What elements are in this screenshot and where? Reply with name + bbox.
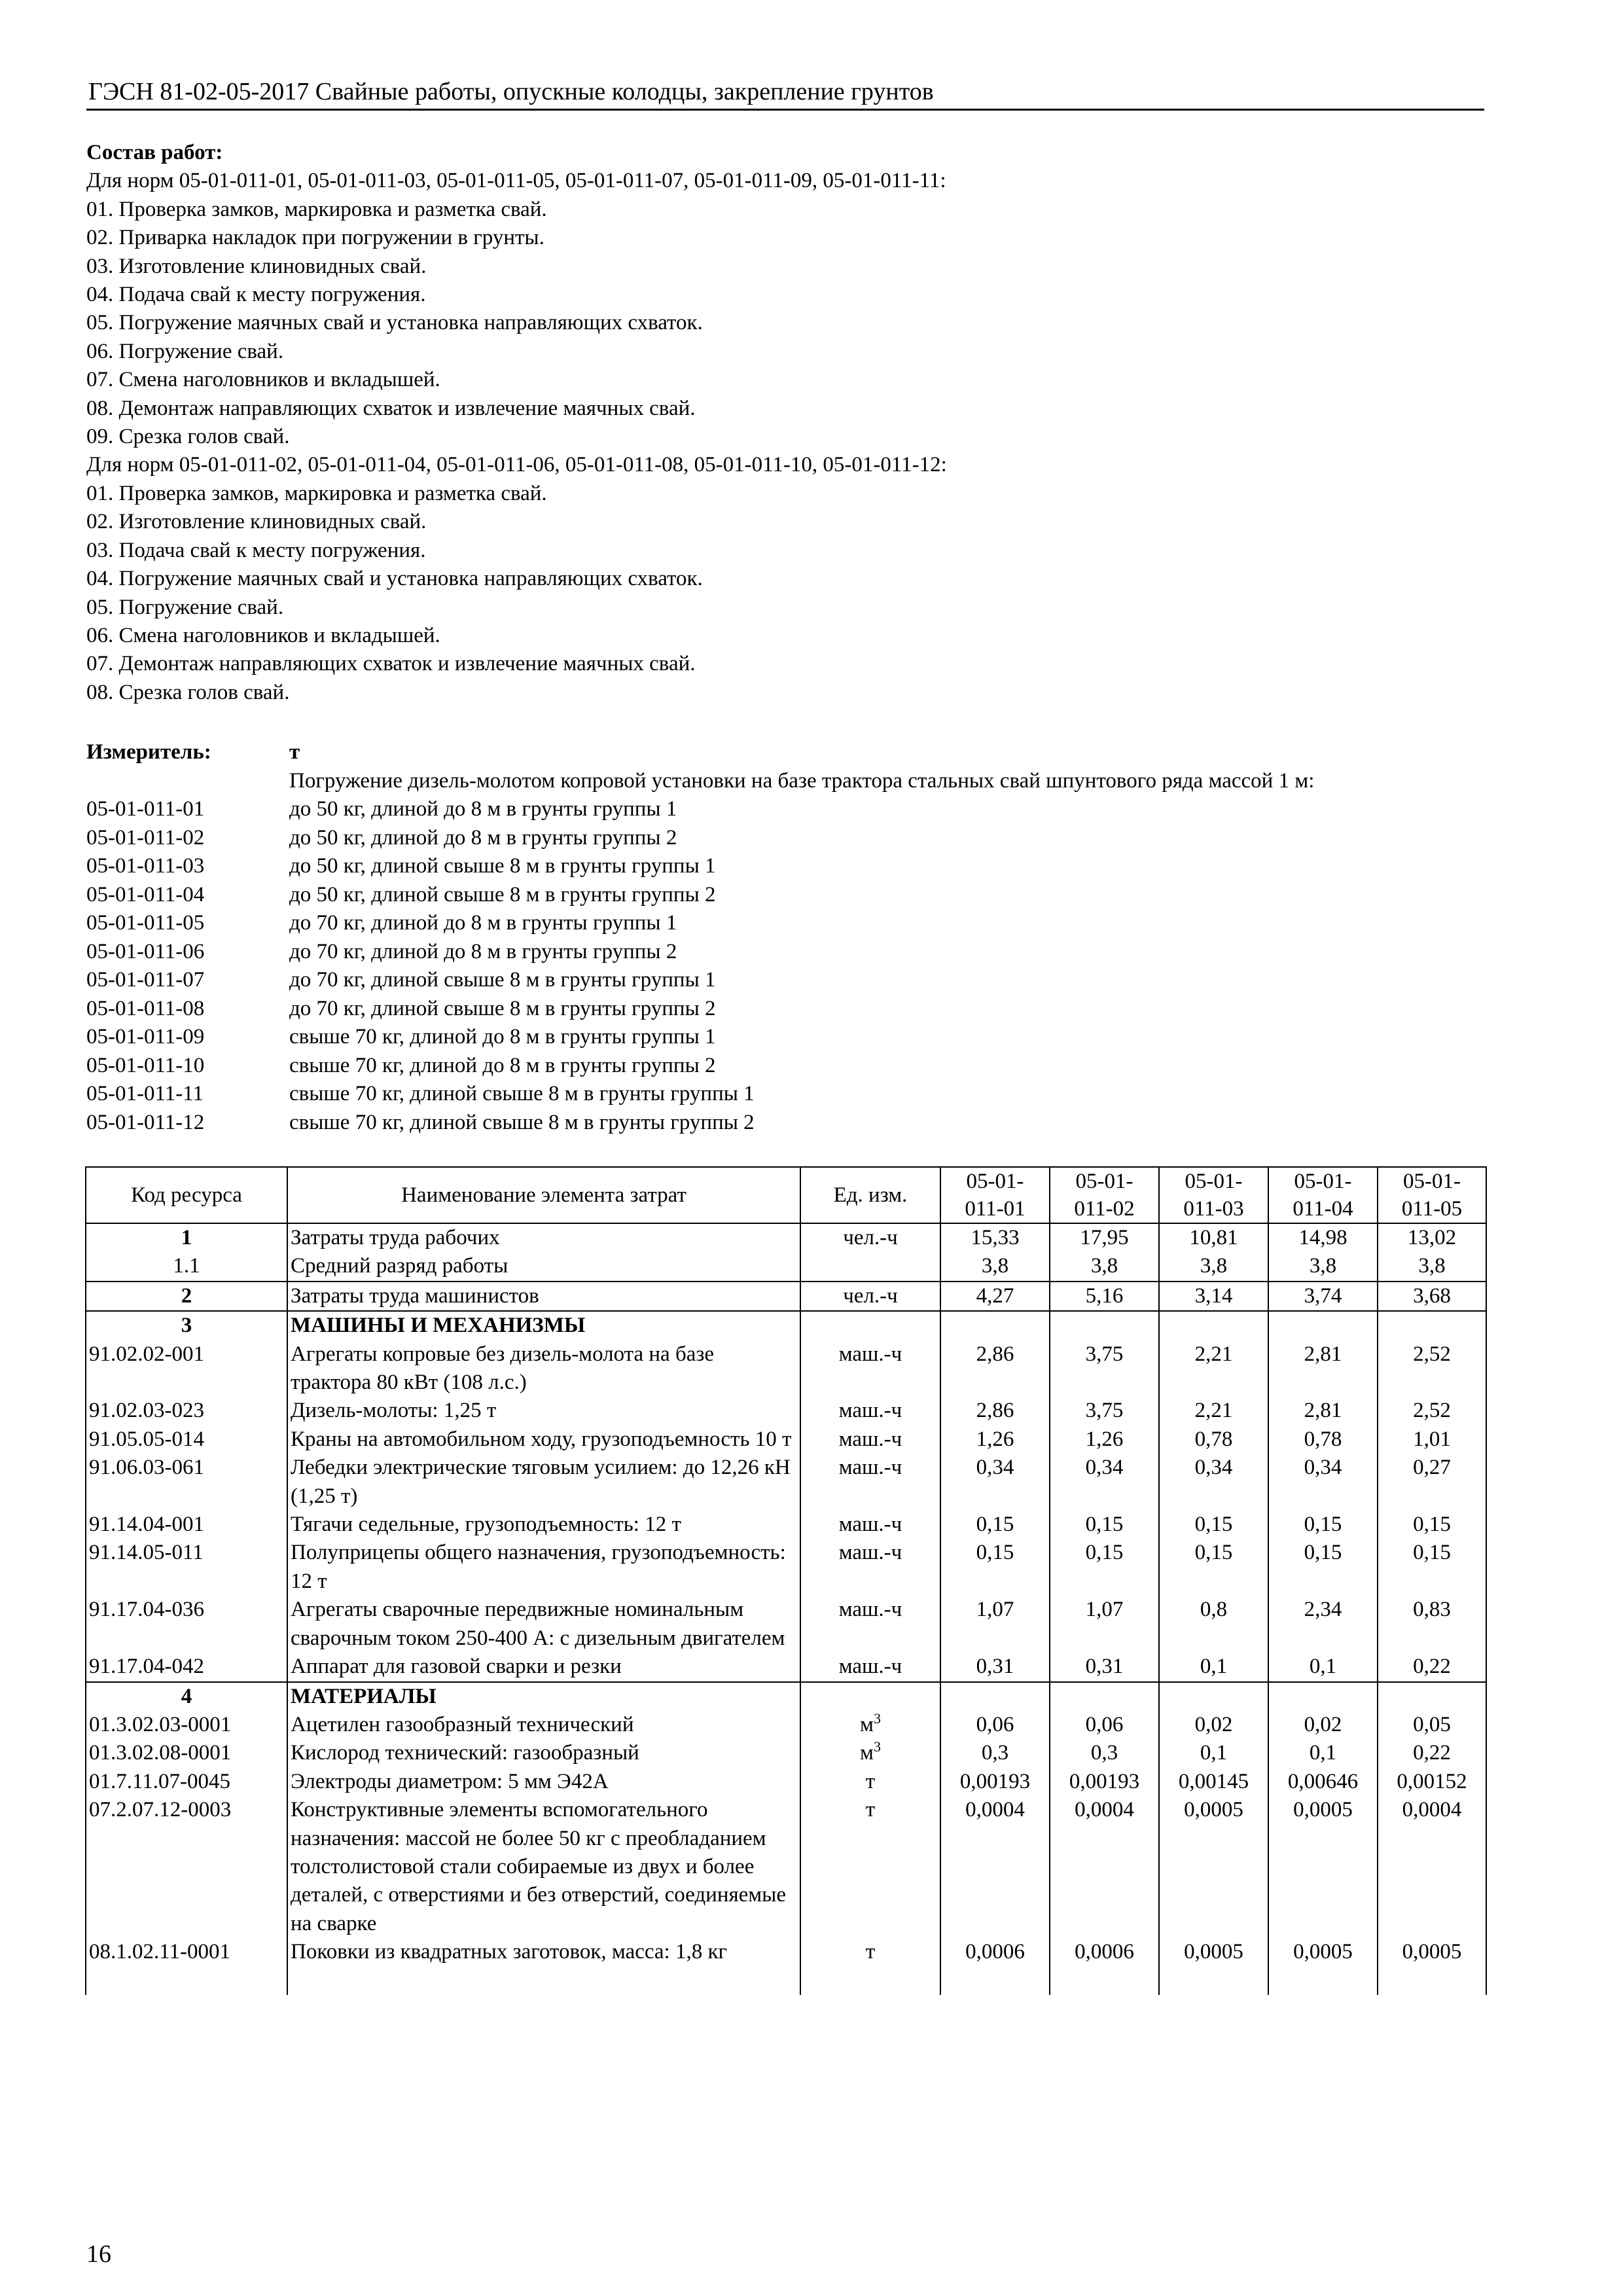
cell-value: 1,01 <box>1378 1426 1486 1454</box>
table-row <box>86 1768 1486 1796</box>
measure-header-row <box>86 738 1493 767</box>
cell-value: 2,81 <box>1268 1397 1378 1425</box>
cell-value: 0,0006 <box>1050 1938 1159 1995</box>
measure-item-code: 05-01-011-03 <box>86 854 205 878</box>
cell-unit: чел.-ч <box>800 1223 940 1252</box>
cell-value: 0,15 <box>1268 1539 1378 1596</box>
cell-value: 0,1 <box>1159 1653 1268 1681</box>
cell-value: 3,8 <box>1050 1252 1159 1281</box>
cell-value: 1,26 <box>940 1426 1050 1454</box>
cell-name: Конструктивные элементы вспомогательного назначения: массой не более 50 кг с преобладанием толстолистовой стали собираемые из двух и более деталей, с отверстиями и без отверстий, соединяемые на сварке <box>287 1796 800 1938</box>
cell-value: 0,8 <box>1159 1596 1268 1653</box>
table-row <box>86 1711 1486 1739</box>
composition-line: Для норм 05-01-011-01, 05-01-011-03, 05-01-011-05, 05-01-011-07, 05-01-011-09, 05-01-011-11: <box>86 169 946 193</box>
header-col-4: 05-01- 011-04 <box>1268 1167 1378 1223</box>
cell-value: 0,0004 <box>1050 1796 1159 1938</box>
cell-name: МАШИНЫ И МЕХАНИЗМЫ <box>287 1311 800 1340</box>
measure-item <box>86 995 1493 1024</box>
cell-value: 0,02 <box>1268 1711 1378 1739</box>
cell-value: 0,02 <box>1159 1711 1268 1739</box>
cell-value: 1,07 <box>940 1596 1050 1653</box>
cell-name: Тягачи седельные, грузоподъемность: 12 т <box>287 1511 800 1539</box>
cell-code: 91.05.05-014 <box>86 1426 287 1454</box>
measure-item <box>86 1023 1493 1052</box>
header-rule <box>86 109 1484 111</box>
cell-name: Поковки из квадратных заготовок, масса: 1,8 кг <box>287 1938 800 1995</box>
cell-value: 0,83 <box>1378 1596 1486 1653</box>
cell-value: 3,8 <box>1159 1252 1268 1281</box>
cell-value <box>1050 1311 1159 1340</box>
composition-line: Для норм 05-01-011-02, 05-01-011-04, 05-01-011-06, 05-01-011-08, 05-01-011-10, 05-01-011-12: <box>86 453 947 477</box>
cell-value: 0,15 <box>1050 1511 1159 1539</box>
cell-value: 3,68 <box>1378 1282 1486 1311</box>
cell-name: Кислород технический: газообразный <box>287 1739 800 1767</box>
measure-item-code: 05-01-011-12 <box>86 1110 205 1134</box>
measure-item-text: до 50 кг, длиной свыше 8 м в грунты группы 1 <box>289 854 716 878</box>
cell-value: 0,06 <box>940 1711 1050 1739</box>
composition-line: 01. Проверка замков, маркировка и разметка свай. <box>86 197 547 221</box>
cell-value <box>940 1311 1050 1340</box>
cell-value: 0,31 <box>1050 1653 1159 1681</box>
cell-value: 3,74 <box>1268 1282 1378 1311</box>
cell-code: 01.3.02.03-0001 <box>86 1711 287 1739</box>
cell-value: 0,15 <box>940 1539 1050 1596</box>
cell-value: 0,0004 <box>940 1796 1050 1938</box>
cell-value: 2,21 <box>1159 1397 1268 1425</box>
composition-line: 06. Смена наголовников и вкладышей. <box>86 623 440 647</box>
measure-item <box>86 1109 1493 1138</box>
cell-value: 0,15 <box>1378 1539 1486 1596</box>
table-row <box>86 1223 1486 1252</box>
cell-name: Дизель-молоты: 1,25 т <box>287 1397 800 1425</box>
composition-line: 02. Изготовление клиновидных свай. <box>86 510 427 534</box>
composition-line: 07. Демонтаж направляющих схваток и извлечение маячных свай. <box>86 652 696 676</box>
table-row <box>86 1539 1486 1596</box>
cell-code: 07.2.07.12-0003 <box>86 1796 287 1938</box>
cell-name: Полуприцепы общего назначения, грузоподъемность: 12 т <box>287 1539 800 1596</box>
cell-unit: т <box>800 1796 940 1938</box>
cell-unit: $м^3$ <box>800 1739 940 1767</box>
composition-line: 05. Погружение маячных свай и установка направляющих схваток. <box>86 311 703 335</box>
header-name: Наименование элемента затрат <box>287 1167 800 1223</box>
cell-value: 0,00193 <box>1050 1768 1159 1796</box>
measure-item <box>86 1052 1493 1081</box>
composition-line: 04. Подача свай к месту погружения. <box>86 283 426 307</box>
table-row <box>86 1311 1486 1340</box>
cell-unit: маш.-ч <box>800 1426 940 1454</box>
measure-item <box>86 852 1493 881</box>
cell-name: Средний разряд работы <box>287 1252 800 1281</box>
cell-code: 4 <box>86 1682 287 1711</box>
measure-item-code: 05-01-011-07 <box>86 968 205 992</box>
cell-code: 91.06.03-061 <box>86 1454 287 1511</box>
composition-line: 03. Подача свай к месту погружения. <box>86 538 426 562</box>
cell-value: 14,98 <box>1268 1223 1378 1252</box>
cell-code: 1.1 <box>86 1252 287 1281</box>
cell-value: 2,52 <box>1378 1397 1486 1425</box>
cell-value: 17,95 <box>1050 1223 1159 1252</box>
cell-value: 0,78 <box>1268 1426 1378 1454</box>
cell-value <box>1378 1682 1486 1711</box>
cell-value: 0,15 <box>1159 1539 1268 1596</box>
cell-value <box>1050 1682 1159 1711</box>
cell-unit: маш.-ч <box>800 1653 940 1681</box>
cell-name: Краны на автомобильном ходу, грузоподъемность 10 т <box>287 1426 800 1454</box>
cell-value: 1,26 <box>1050 1426 1159 1454</box>
cell-value: 2,21 <box>1159 1340 1268 1397</box>
cell-value: 0,31 <box>940 1653 1050 1681</box>
cell-unit <box>800 1311 940 1340</box>
cell-value: 0,1 <box>1159 1739 1268 1767</box>
measure-item-text: до 50 кг, длиной до 8 м в грунты группы 2 <box>289 825 677 850</box>
composition-line: 04. Погружение маячных свай и установка направляющих схваток. <box>86 567 703 591</box>
header-unit: Ед. изм. <box>800 1167 940 1223</box>
cell-value: 2,34 <box>1268 1596 1378 1653</box>
cell-value: 0,34 <box>940 1454 1050 1511</box>
measure-item-code: 05-01-011-01 <box>86 797 205 821</box>
measure-items <box>86 795 1493 1137</box>
cell-value: 0,0005 <box>1159 1938 1268 1995</box>
cell-value <box>940 1682 1050 1711</box>
table-row <box>86 1682 1486 1711</box>
cell-name: Ацетилен газообразный технический <box>287 1711 800 1739</box>
measure-block <box>86 738 1493 1137</box>
measure-item-text: до 70 кг, длиной свыше 8 м в грунты группы 1 <box>289 968 716 992</box>
cell-code: 91.02.03-023 <box>86 1397 287 1425</box>
table-row <box>86 1282 1486 1311</box>
table-row <box>86 1397 1486 1425</box>
cell-unit: чел.-ч <box>800 1282 940 1311</box>
header-col-1: 05-01- 011-01 <box>940 1167 1050 1223</box>
cell-value: 3,14 <box>1159 1282 1268 1311</box>
cell-value <box>1159 1682 1268 1711</box>
cell-value: 0,1 <box>1268 1653 1378 1681</box>
cell-value: 0,15 <box>1050 1539 1159 1596</box>
cell-name: Затраты труда рабочих <box>287 1223 800 1252</box>
table-row <box>86 1938 1486 1995</box>
running-header: ГЭСН 81-02-05-2017 Свайные работы, опускные колодцы, закрепление грунтов <box>88 78 934 105</box>
cell-value: 0,34 <box>1159 1454 1268 1511</box>
cell-value: 0,05 <box>1378 1711 1486 1739</box>
cell-value: 3,75 <box>1050 1397 1159 1425</box>
measure-item-text: свыше 70 кг, длиной свыше 8 м в грунты группы 2 <box>289 1110 755 1134</box>
cell-value: 0,15 <box>1378 1511 1486 1539</box>
table-row <box>86 1739 1486 1767</box>
measure-item <box>86 909 1493 938</box>
measure-unit: т <box>289 740 300 764</box>
cell-name: Лебедки электрические тяговым усилием: до 12,26 кН (1,25 т) <box>287 1454 800 1511</box>
cell-value: 0,34 <box>1268 1454 1378 1511</box>
cell-code: 3 <box>86 1311 287 1340</box>
table-row <box>86 1426 1486 1454</box>
cell-value: 0,0005 <box>1268 1938 1378 1995</box>
cell-value: 0,00152 <box>1378 1768 1486 1796</box>
cell-value: 0,3 <box>940 1739 1050 1767</box>
cell-value <box>1268 1682 1378 1711</box>
measure-item <box>86 938 1493 967</box>
cell-value: 3,75 <box>1050 1340 1159 1397</box>
cell-unit: маш.-ч <box>800 1596 940 1653</box>
table-body <box>86 1223 1486 1995</box>
cell-name: Затраты труда машинистов <box>287 1282 800 1311</box>
cell-value: 0,0005 <box>1378 1938 1486 1995</box>
cell-value: 3,8 <box>1268 1252 1378 1281</box>
resource-table <box>85 1166 1487 1995</box>
unit-superscript: 3 <box>873 1738 881 1755</box>
cell-code: 01.7.11.07-0045 <box>86 1768 287 1796</box>
measure-description: Погружение дизель-молотом копровой установки на базе трактора стальных свай шпунтового ряда массой 1 м: <box>289 768 1315 793</box>
cell-unit: т <box>800 1768 940 1796</box>
header-col-2: 05-01- 011-02 <box>1050 1167 1159 1223</box>
cell-value: 3,8 <box>940 1252 1050 1281</box>
header-code: Код ресурса <box>86 1167 287 1223</box>
measure-item <box>86 824 1493 853</box>
measure-item-code: 05-01-011-06 <box>86 939 205 963</box>
cell-value: 0,0004 <box>1378 1796 1486 1938</box>
measure-item-text: до 70 кг, длиной до 8 м в грунты группы 2 <box>289 939 677 963</box>
table-row <box>86 1653 1486 1681</box>
measure-item <box>86 1080 1493 1109</box>
cell-unit: маш.-ч <box>800 1397 940 1425</box>
measure-item-code: 05-01-011-11 <box>86 1082 204 1105</box>
measure-item <box>86 881 1493 910</box>
composition-line: 03. Изготовление клиновидных свай. <box>86 254 427 278</box>
cell-name: Агрегаты копровые без дизель-молота на базе трактора 80 кВт (108 л.с.) <box>287 1340 800 1397</box>
cell-value: 0,34 <box>1050 1454 1159 1511</box>
cell-name: МАТЕРИАЛЫ <box>287 1682 800 1711</box>
cell-value: 0,15 <box>1268 1511 1378 1539</box>
cell-value: 2,86 <box>940 1397 1050 1425</box>
cell-name: Электроды диаметром: 5 мм Э42А <box>287 1768 800 1796</box>
measure-item <box>86 966 1493 995</box>
table-row <box>86 1796 1486 1938</box>
measure-label: Измеритель: <box>86 740 211 764</box>
cell-unit: маш.-ч <box>800 1511 940 1539</box>
cell-code: 1 <box>86 1223 287 1252</box>
cell-value: 0,78 <box>1159 1426 1268 1454</box>
cell-value: 10,81 <box>1159 1223 1268 1252</box>
measure-item <box>86 795 1493 824</box>
cell-value: 0,1 <box>1268 1739 1378 1767</box>
table-header-row <box>86 1167 1486 1223</box>
measure-item-code: 05-01-011-02 <box>86 825 205 850</box>
table-row <box>86 1454 1486 1511</box>
composition-line: 06. Погружение свай. <box>86 339 284 363</box>
cell-value: 0,00145 <box>1159 1768 1268 1796</box>
cell-value: 1,07 <box>1050 1596 1159 1653</box>
cell-value: 0,15 <box>940 1511 1050 1539</box>
table-row <box>86 1252 1486 1281</box>
cell-unit: маш.-ч <box>800 1454 940 1511</box>
cell-unit: маш.-ч <box>800 1539 940 1596</box>
cell-unit: маш.-ч <box>800 1340 940 1397</box>
measure-item-code: 05-01-011-10 <box>86 1053 205 1077</box>
measure-item-text: свыше 70 кг, длиной свыше 8 м в грунты группы 1 <box>289 1082 755 1105</box>
cell-value: 2,86 <box>940 1340 1050 1397</box>
measure-item-code: 05-01-011-08 <box>86 996 205 1020</box>
measure-item-text: до 50 кг, длиной до 8 м в грунты группы 1 <box>289 797 677 821</box>
measure-item-text: свыше 70 кг, длиной до 8 м в грунты группы 1 <box>289 1025 716 1049</box>
unit-superscript: 3 <box>873 1710 881 1727</box>
cell-unit: $м^3$ <box>800 1711 940 1739</box>
cell-value: 0,0005 <box>1159 1796 1268 1938</box>
composition-line: 02. Приварка накладок при погружении в грунты. <box>86 226 544 250</box>
cell-value: 4,27 <box>940 1282 1050 1311</box>
measure-item-text: до 70 кг, длиной свыше 8 м в грунты группы 2 <box>289 996 716 1020</box>
table-row <box>86 1596 1486 1653</box>
measure-item-code: 05-01-011-05 <box>86 911 205 935</box>
measure-description-row <box>86 767 1493 796</box>
header-col-5: 05-01- 011-05 <box>1378 1167 1486 1223</box>
cell-code: 91.17.04-036 <box>86 1596 287 1653</box>
cell-value: 13,02 <box>1378 1223 1486 1252</box>
cell-unit <box>800 1682 940 1711</box>
header-col-3: 05-01- 011-03 <box>1159 1167 1268 1223</box>
measure-item-text: свыше 70 кг, длиной до 8 м в грунты группы 2 <box>289 1053 716 1077</box>
measure-item-text: до 50 кг, длиной свыше 8 м в грунты группы 2 <box>289 882 716 906</box>
table-row <box>86 1511 1486 1539</box>
cell-name: Агрегаты сварочные передвижные номинальным сварочным током 250-400 А: с дизельным двигателем <box>287 1596 800 1653</box>
cell-value: 0,22 <box>1378 1653 1486 1681</box>
composition-label: Состав работ: <box>86 141 223 164</box>
cell-name: Аппарат для газовой сварки и резки <box>287 1653 800 1681</box>
cell-value: 0,0005 <box>1268 1796 1378 1938</box>
cell-value: 0,0006 <box>940 1938 1050 1995</box>
composition-line: 09. Срезка голов свай. <box>86 425 290 449</box>
cell-unit <box>800 1252 940 1281</box>
page-number: 16 <box>86 2240 111 2268</box>
composition-line: 07. Смена наголовников и вкладышей. <box>86 368 440 392</box>
cell-value: 0,00646 <box>1268 1768 1378 1796</box>
cell-code: 91.17.04-042 <box>86 1653 287 1681</box>
cell-code: 91.02.02-001 <box>86 1340 287 1397</box>
work-composition <box>86 139 1487 707</box>
table-row <box>86 1340 1486 1397</box>
cell-unit: т <box>800 1938 940 1995</box>
composition-line: 05. Погружение свай. <box>86 595 284 619</box>
cell-code: 01.3.02.08-0001 <box>86 1739 287 1767</box>
composition-lines <box>86 167 1487 707</box>
cell-value: 0,00193 <box>940 1768 1050 1796</box>
measure-item-code: 05-01-011-04 <box>86 882 205 906</box>
cell-value: 3,8 <box>1378 1252 1486 1281</box>
cell-code: 91.14.04-001 <box>86 1511 287 1539</box>
cell-code: 91.14.05-011 <box>86 1539 287 1596</box>
composition-line: 08. Срезка голов свай. <box>86 680 290 704</box>
cell-value: 2,81 <box>1268 1340 1378 1397</box>
cell-code: 2 <box>86 1282 287 1311</box>
cell-value: 0,27 <box>1378 1454 1486 1511</box>
cell-value: 2,52 <box>1378 1340 1486 1397</box>
cell-value: 5,16 <box>1050 1282 1159 1311</box>
composition-line: 08. Демонтаж направляющих схваток и извлечение маячных свай. <box>86 396 696 420</box>
cell-value <box>1159 1311 1268 1340</box>
cell-value: 0,06 <box>1050 1711 1159 1739</box>
cell-value <box>1268 1311 1378 1340</box>
cell-value: 15,33 <box>940 1223 1050 1252</box>
measure-item-code: 05-01-011-09 <box>86 1025 205 1049</box>
cell-value <box>1378 1311 1486 1340</box>
cell-value: 0,3 <box>1050 1739 1159 1767</box>
cell-code: 08.1.02.11-0001 <box>86 1938 287 1995</box>
composition-line: 01. Проверка замков, маркировка и разметка свай. <box>86 481 547 505</box>
measure-item-text: до 70 кг, длиной до 8 м в грунты группы 1 <box>289 911 677 935</box>
cell-value: 0,15 <box>1159 1511 1268 1539</box>
cell-value: 0,22 <box>1378 1739 1486 1767</box>
